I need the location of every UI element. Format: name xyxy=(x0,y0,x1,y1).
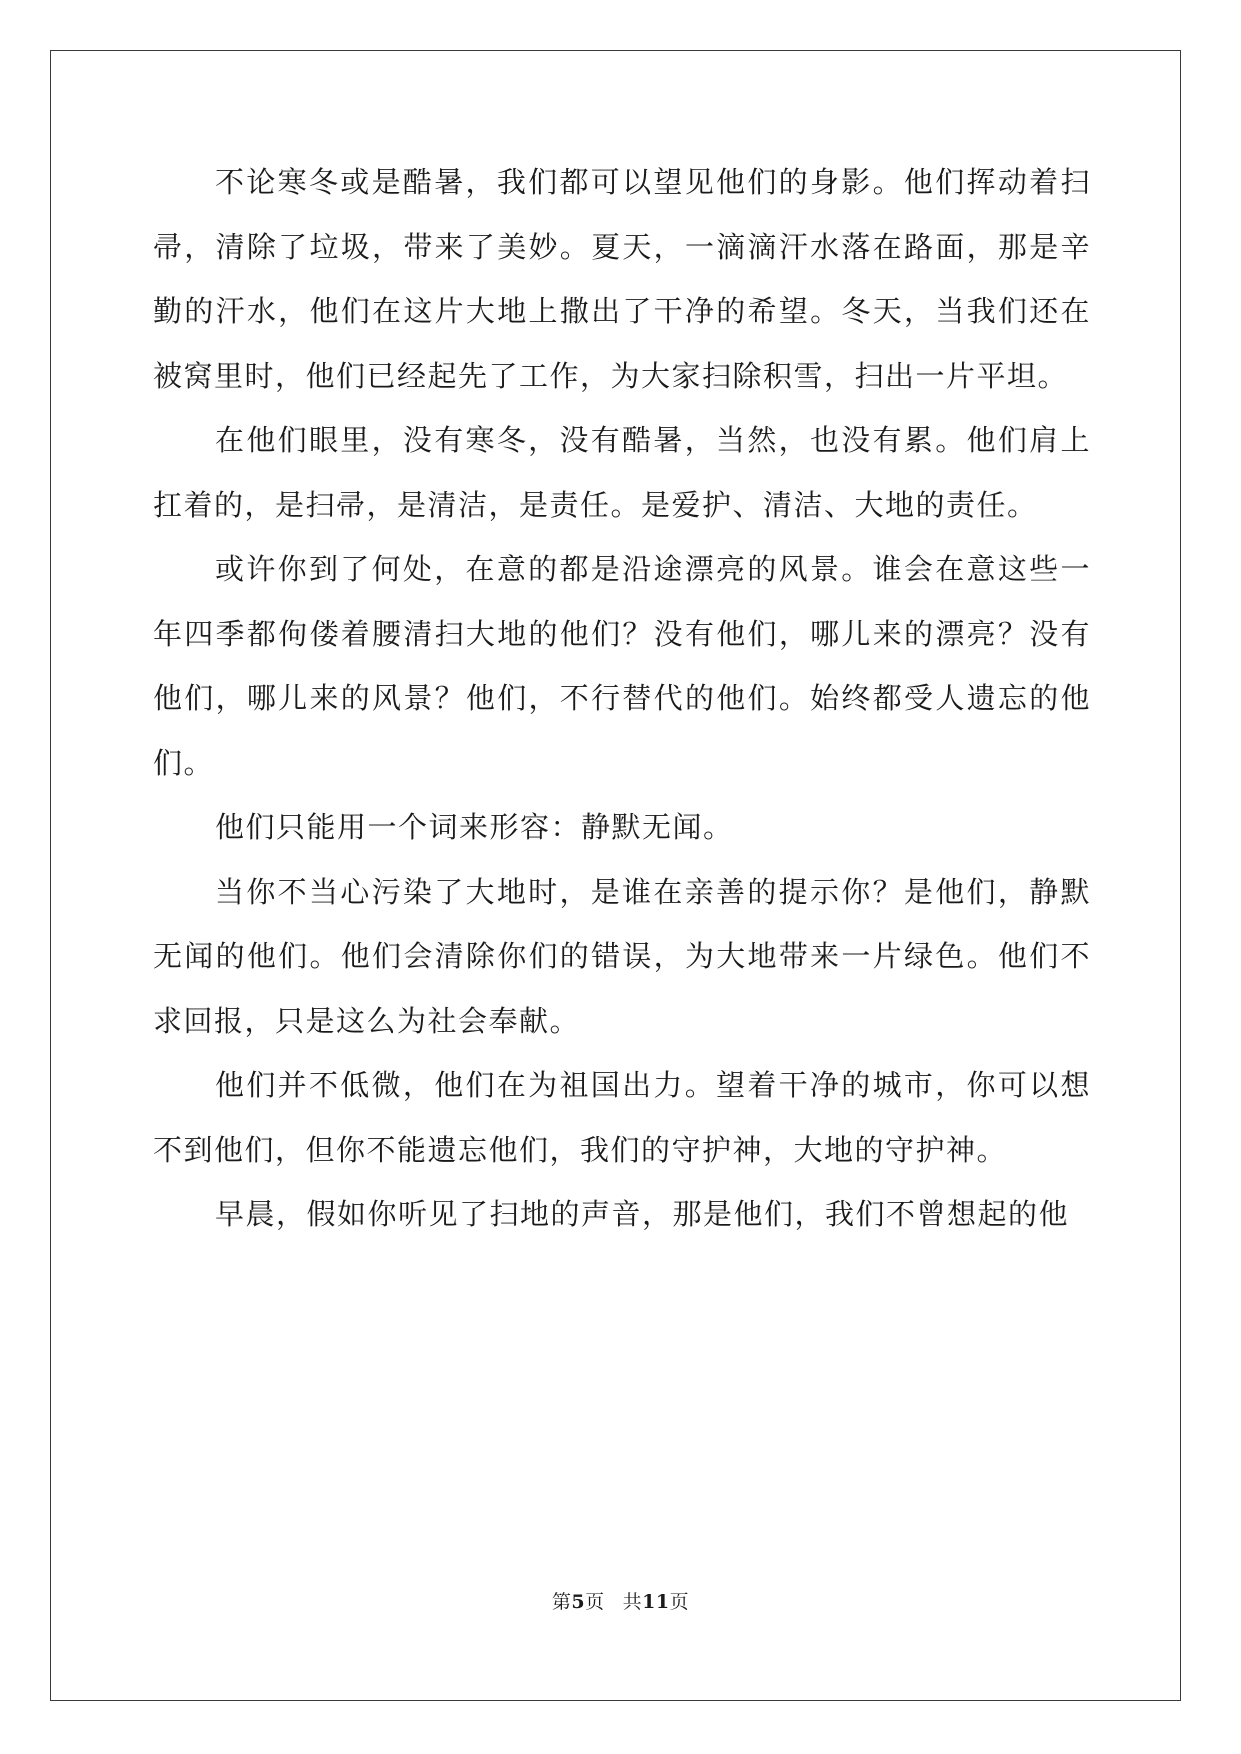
paragraph-2: 在他们眼里，没有寒冬，没有酷暑，当然，也没有累。他们肩上扛着的，是扫帚，是清洁，是责任。是爱护、清洁、大地的责任。 xyxy=(153,423,1091,522)
page-suffix: 页 xyxy=(585,1591,605,1613)
total-suffix: 页 xyxy=(669,1591,690,1613)
page-footer xyxy=(0,1587,1241,1614)
paragraph-5: 当你不当心污染了大地时，是谁在亲善的提示你？是他们，静默无闻的他们。他们会清除你们的错误，为大地带来一片绿色。他们不求回报，只是这么为社会奉献。 xyxy=(153,874,1091,1038)
total-prefix: 共 xyxy=(622,1591,643,1613)
paragraph-4: 他们只能用一个词来形容：静默无闻。 xyxy=(215,810,734,844)
paragraph-7: 早晨，假如你听见了扫地的声音，那是他们，我们不曾想起的他 xyxy=(215,1197,1070,1231)
page-number: 5 xyxy=(571,1591,586,1613)
page-prefix: 第 xyxy=(551,1591,572,1613)
paragraph-1: 不论寒冬或是酷暑，我们都可以望见他们的身影。他们挥动着扫帚，清除了垃圾，带来了美妙。夏天，一滴滴汗水落在路面，那是辛勤的汗水，他们在这片大地上撒出了干净的希望。冬天，当我们还在被窝里时，他们已经起先了工作，为大家扫除积雪，扫出一片平坦。 xyxy=(153,165,1091,393)
total-pages: 11 xyxy=(642,1591,670,1613)
document-body xyxy=(153,150,1091,1247)
paragraph-6: 他们并不低微，他们在为祖国出力。望着干净的城市，你可以想不到他们，但你不能遗忘他们，我们的守护神，大地的守护神。 xyxy=(153,1068,1091,1167)
paragraph-3: 或许你到了何处，在意的都是沿途漂亮的风景。谁会在意这些一年四季都佝偻着腰清扫大地的他们？没有他们，哪儿来的漂亮？没有他们，哪儿来的风景？他们，不行替代的他们。始终都受人遗忘的他们。 xyxy=(153,552,1091,780)
